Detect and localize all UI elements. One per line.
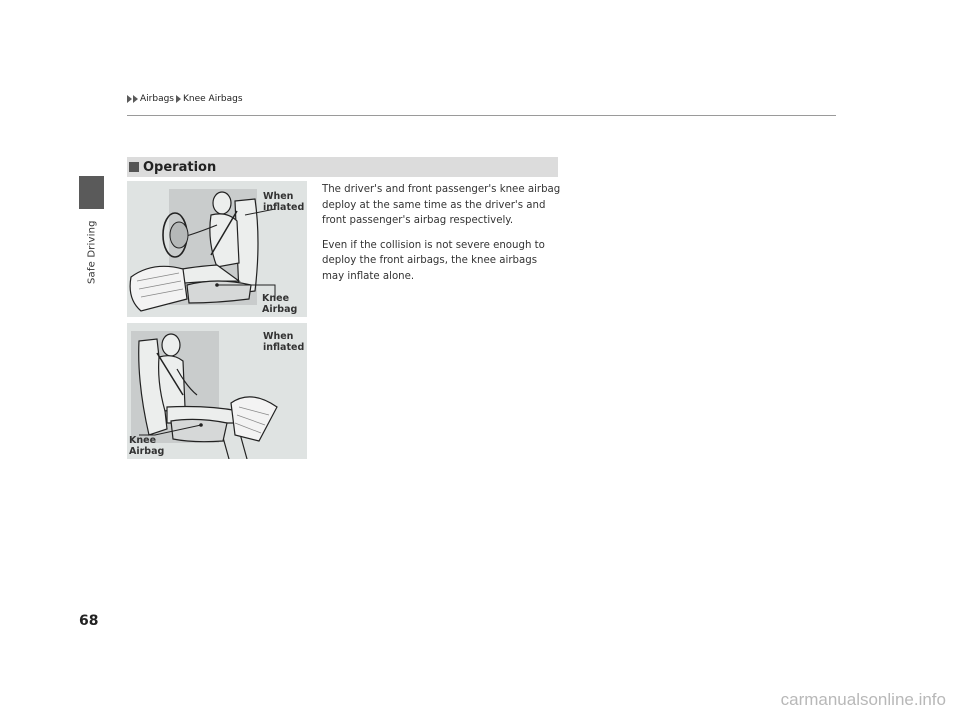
passenger-knee-airbag-illustration (127, 323, 307, 459)
body-text (322, 182, 562, 293)
breadcrumb (127, 94, 244, 104)
chapter-tab-marker (79, 176, 104, 209)
label-when-inflated: When inflated (263, 191, 305, 213)
breadcrumb-item-airbags[interactable]: Airbags (140, 94, 174, 104)
watermark: carmanualsonline.info (780, 690, 946, 709)
driver-knee-airbag-illustration (127, 181, 307, 317)
section-header (127, 157, 558, 177)
triangle-right-icon (127, 95, 132, 103)
section-title: Operation (143, 159, 217, 175)
label-knee-airbag: Knee Airbag (262, 293, 298, 315)
header-divider (127, 115, 836, 116)
triangle-right-icon (176, 95, 181, 103)
page-number: 68 (79, 613, 99, 629)
square-bullet-icon (129, 162, 139, 172)
paragraph: The driver's and front passenger's knee airbag deploy at the same time as the driver's and front passenger's airbag respectively. (322, 184, 561, 226)
paragraph: Even if the collision is not severe enough to deploy the front airbags, the knee airbags may inflate alone. (322, 239, 545, 282)
label-knee-airbag: Knee Airbag (129, 435, 165, 457)
chapter-label: Safe Driving (86, 220, 98, 284)
breadcrumb-item-knee-airbags[interactable]: Knee Airbags (183, 94, 243, 104)
label-when-inflated: When inflated (263, 331, 305, 353)
triangle-right-icon (133, 95, 138, 103)
